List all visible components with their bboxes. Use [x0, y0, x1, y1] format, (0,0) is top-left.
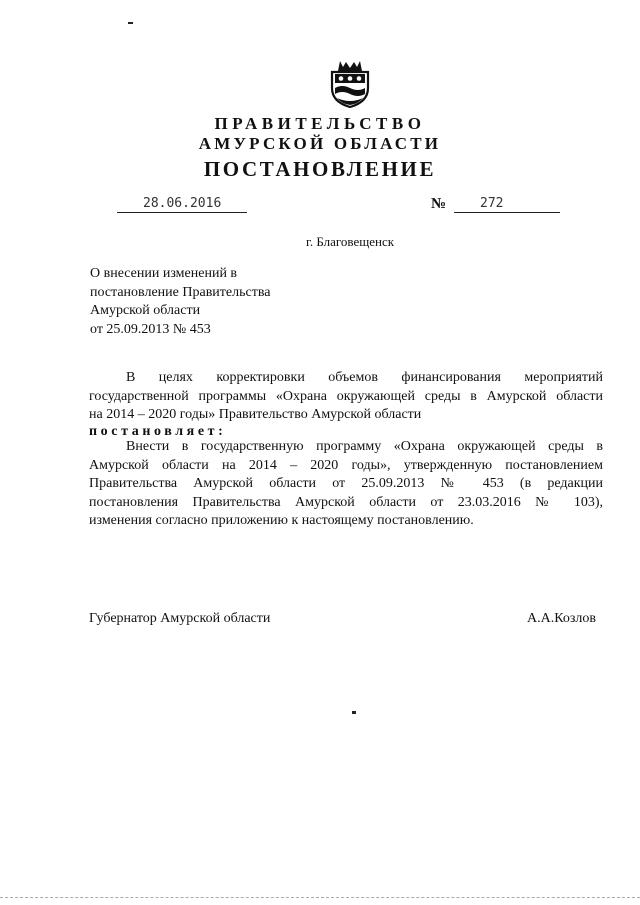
- subject-block: [90, 265, 270, 339]
- document-type-title: ПОСТАНОВЛЕНИЕ: [203, 157, 437, 181]
- preamble-paragraph: [89, 369, 603, 425]
- scan-speck: [352, 711, 356, 714]
- scan-speck: [128, 22, 133, 24]
- document-date: 28.06.2016: [117, 196, 247, 213]
- paragraph-line: изменения согласно приложению к настоящему постановлению.: [89, 513, 474, 529]
- document-number: 272: [454, 196, 560, 213]
- government-title: ПРАВИТЕЛЬСТВО: [214, 114, 426, 133]
- resolution-paragraph: [89, 438, 603, 531]
- subject-line: О внесении изменений в: [90, 266, 238, 281]
- scan-edge-line: [0, 897, 640, 898]
- city: г. Благовещенск: [305, 234, 395, 249]
- paragraph-line: Внести в государственную программу «Охрана окружающей среды в: [126, 439, 603, 454]
- paragraph-line: В целях корректировки объемов финансирования мероприятий: [126, 370, 603, 385]
- paragraph-line: постановления Правительства Амурской области от 23.03.2016 № 103),: [89, 494, 603, 510]
- signatory-position: Губернатор Амурской области: [89, 611, 271, 626]
- subject-line: постановление Правительства: [90, 284, 271, 300]
- number-sign: №: [431, 196, 447, 212]
- subject-line: от 25.09.2013 № 453: [90, 321, 211, 337]
- subject-line: Амурской области: [90, 303, 201, 318]
- region-title: АМУРСКОЙ ОБЛАСТИ: [198, 134, 442, 153]
- paragraph-line: Амурской области на 2014 – 2020 годы», утвержденную постановлением: [89, 457, 603, 473]
- signatory-name: А.А.Козлов: [527, 611, 596, 626]
- paragraph-line: на 2014 – 2020 годы» Правительство Амурской области: [89, 407, 422, 423]
- coat-of-arms-icon: [328, 58, 372, 108]
- paragraph-line: Правительства Амурской области от 25.09.2013 № 453 (в редакции: [89, 476, 603, 492]
- paragraph-line: государственной программы «Охрана окружающей среды в Амурской области: [89, 388, 603, 404]
- resolves-heading: постановляет:: [89, 424, 227, 439]
